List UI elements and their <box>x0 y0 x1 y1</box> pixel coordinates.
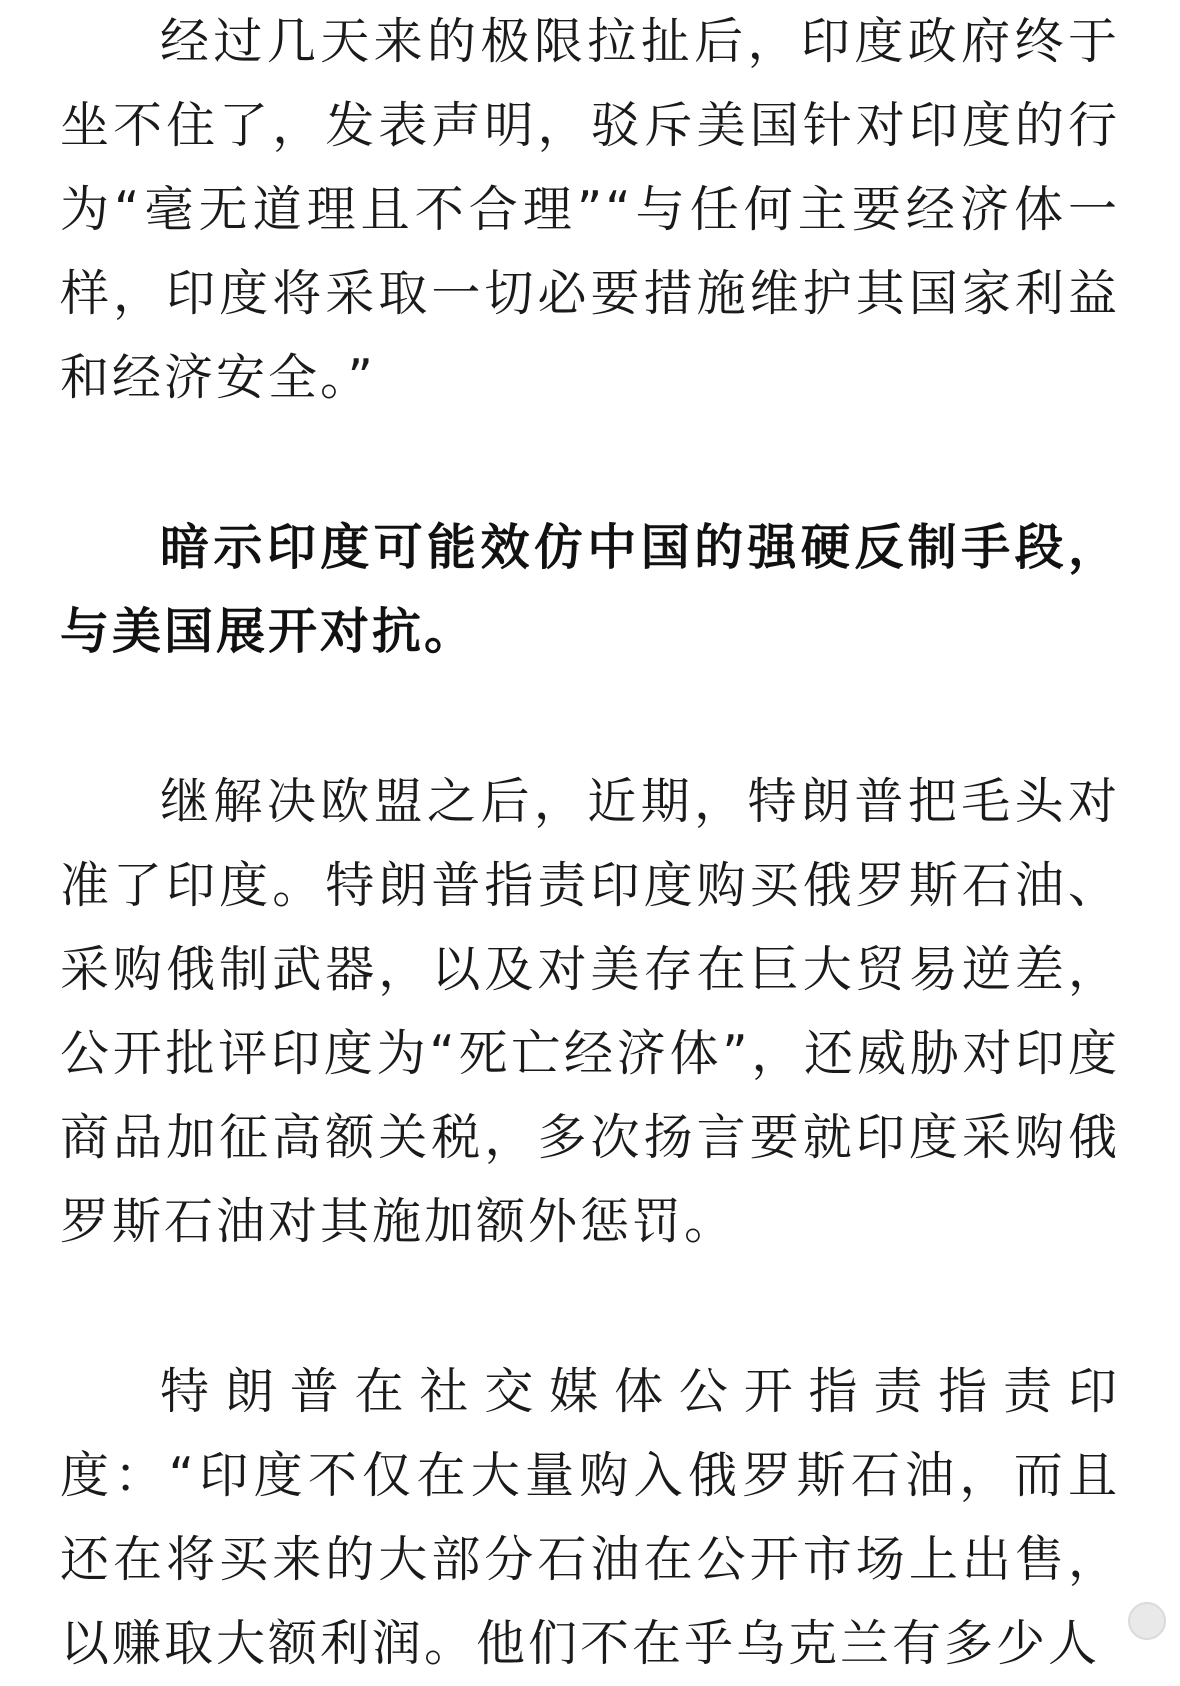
article-paragraph: 经过几天来的极限拉扯后，印度政府终于坐不住了，发表声明，驳斥美国针对印度的行为“毫无道理且不合理”“与任何主要经济体一样，印度将采取一切必要措施维护其国家利益和经济安全。” <box>60 13 1121 406</box>
article-body <box>60 0 1120 1686</box>
article-paragraph: 继解决欧盟之后，近期，特朗普把毛头对准了印度。特朗普指责印度购买俄罗斯石油、采购俄制武器，以及对美存在巨大贸易逆差，公开批评印度为“死亡经济体”，还威胁对印度商品加征高额关税，多次扬言要就印度采购俄罗斯石油对其施加额外惩罚。 <box>60 773 1120 1250</box>
weibo-logo-icon <box>1128 1602 1166 1640</box>
article-paragraph-emphasis: 暗示印度可能效仿中国的强硬反制手段，与美国展开对抗。 <box>60 519 1120 660</box>
watermark <box>1128 1602 1166 1640</box>
article-paragraph: 特朗普在社交媒体公开指责指责印度：“印度不仅在大量购入俄罗斯石油，而且还在将买来的大部分石油在公开市场上出售，以赚取大额利润。他们不在乎乌克兰有多少人 <box>60 1363 1120 1672</box>
